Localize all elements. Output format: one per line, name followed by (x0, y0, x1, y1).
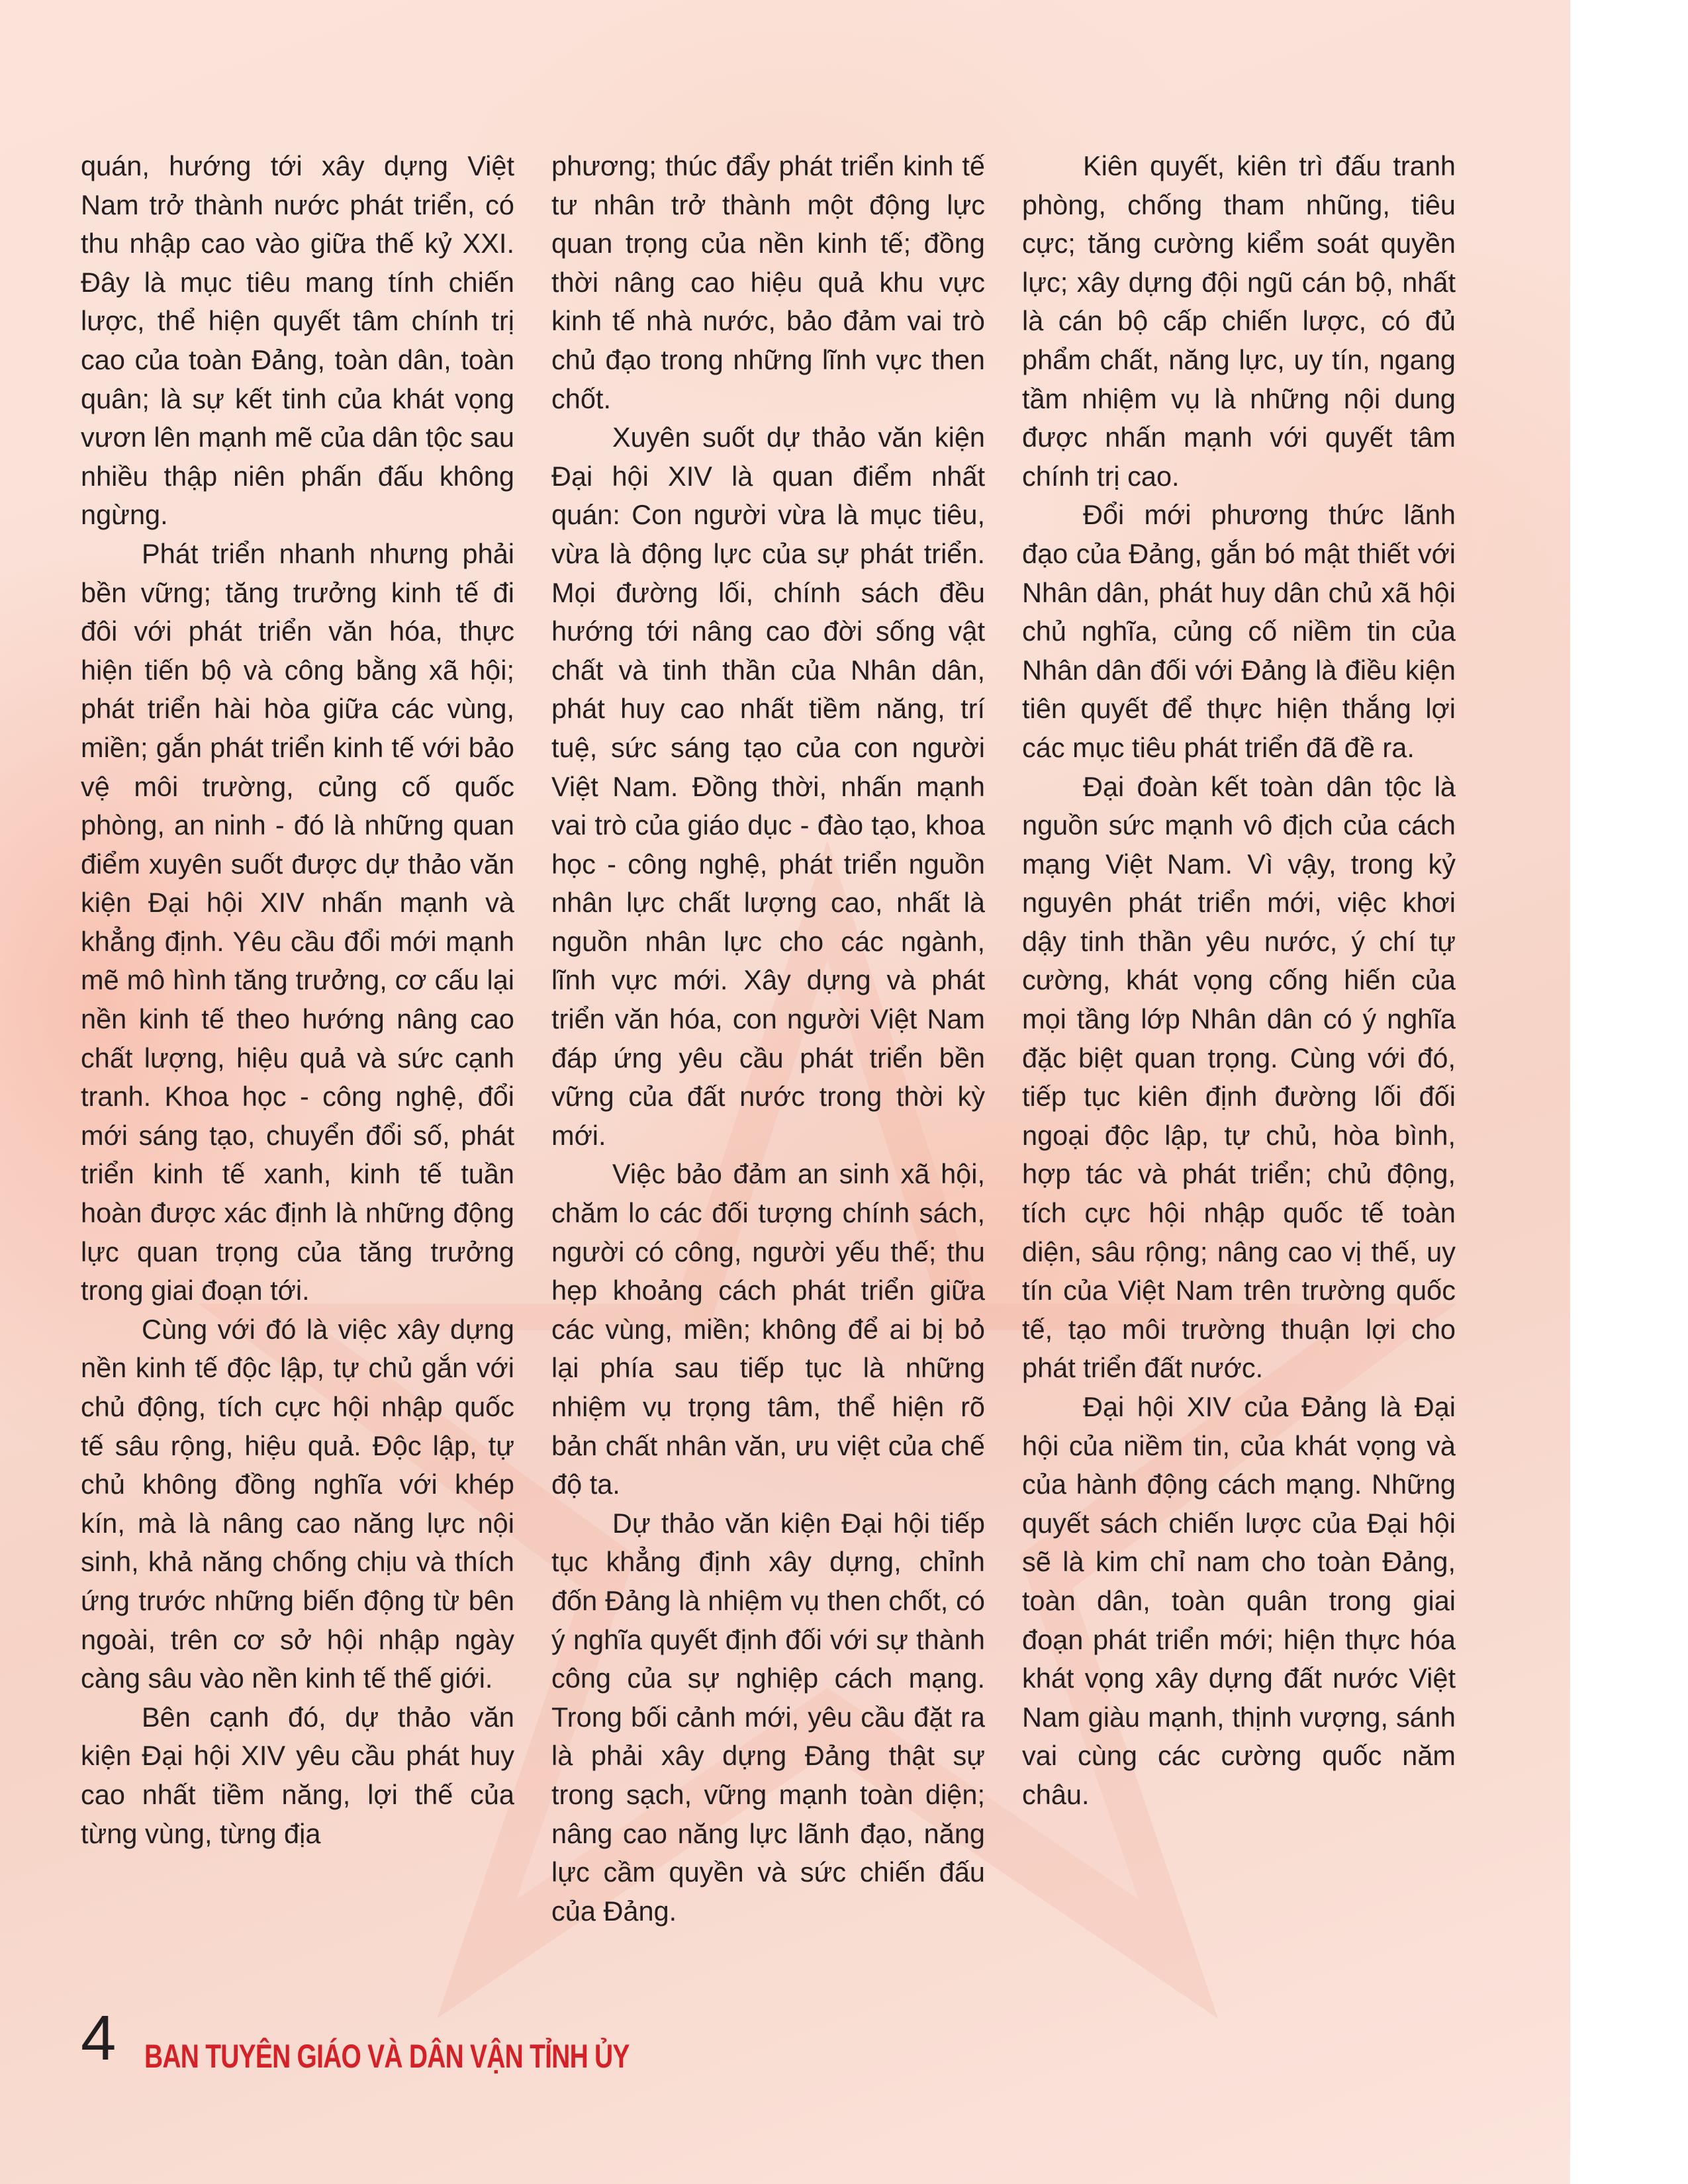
paragraph: Đại đoàn kết toàn dân tộc là nguồn sức mạnh vô địch của cách mạng Việt Nam. Vì vậy, trong kỷ nguyên phát triển mới, việc khơi dậy tinh thần yêu nước, ý chí tự cường, khát vọng cống hiến của mọi tầng lớp Nhân dân có ý nghĩa đặc biệt quan trọng. Cùng với đó, tiếp tục kiên định đường lối đối ngoại độc lập, tự chủ, hòa bình, hợp tác và phát triển; chủ động, tích cực hội nhập quốc tế toàn diện, sâu rộng; nâng cao vị thế, uy tín của Việt Nam trên trường quốc tế, tạo môi trường thuận lợi cho phát triển đất nước. (1022, 770, 1456, 1384)
paragraph: Bên cạnh đó, dự thảo văn kiện Đại hội XIV yêu cầu phát huy cao nhất tiềm năng, lợi thế của từng vùng, từng địa (81, 1701, 514, 1849)
paragraph: quán, hướng tới xây dựng Việt Nam trở thành nước phát triển, có thu nhập cao vào giữa thế kỷ XXI. Đây là mục tiêu mang tính chiến lược, thể hiện quyết tâm chính trị cao của toàn Đảng, toàn dân, toàn quân; là sự kết tinh của khát vọng vươn lên mạnh mẽ của dân tộc sau nhiều thập niên phấn đấu không ngừng. (81, 150, 514, 531)
text-column-3 (1022, 147, 1456, 1815)
paragraph: Dự thảo văn kiện Đại hội tiếp tục khẳng định xây dựng, chỉnh đốn Đảng là nhiệm vụ then chốt, có ý nghĩa quyết định đối với sự thành công của sự nghiệp cách mạng. Trong bối cảnh mới, yêu cầu đặt ra là phải xây dựng Đảng thật sự trong sạch, vững mạnh toàn diện; nâng cao năng lực lãnh đạo, năng lực cầm quyền và sức chiến đấu của Đảng. (551, 1507, 985, 1927)
paragraph: Kiên quyết, kiên trì đấu tranh phòng, chống tham nhũng, tiêu cực; tăng cường kiểm soát quyền lực; xây dựng đội ngũ cán bộ, nhất là cán bộ cấp chiến lược, có đủ phẩm chất, năng lực, uy tín, ngang tầm nhiệm vụ là những nội dung được nhấn mạnh với quyết tâm chính trị cao. (1022, 150, 1456, 492)
paragraph: phương; thúc đẩy phát triển kinh tế tư nhân trở thành một động lực quan trọng của nền kinh tế; đồng thời nâng cao hiệu quả khu vực kinh tế nhà nước, bảo đảm vai trò chủ đạo trong những lĩnh vực then chốt. (551, 150, 985, 414)
publisher-name: BAN TUYÊN GIÁO VÀ DÂN VẬN TỈNH ỦY (144, 2038, 630, 2075)
paragraph: Phát triển nhanh nhưng phải bền vững; tăng trưởng kinh tế đi đôi với phát triển văn hóa, thực hiện tiến bộ và công bằng xã hội; phát triển hài hòa giữa các vùng, miền; gắn phát triển kinh tế với bảo vệ môi trường, củng cố quốc phòng, an ninh - đó là những quan điểm xuyên suốt được dự thảo văn kiện Đại hội XIV nhấn mạnh và khẳng định. Yêu cầu đổi mới mạnh mẽ mô hình tăng trưởng, cơ cấu lại nền kinh tế theo hướng nâng cao chất lượng, hiệu quả và sức cạnh tranh. Khoa học - công nghệ, đổi mới sáng tạo, chuyển đổi số, phát triển kinh tế xanh, kinh tế tuần hoàn được xác định là những động lực quan trọng của tăng trưởng trong giai đoạn tới. (81, 537, 514, 1306)
paragraph: Việc bảo đảm an sinh xã hội, chăm lo các đối tượng chính sách, người có công, người yếu thế; thu hẹp khoảng cách phát triển giữa các vùng, miền; không để ai bị bỏ lại phía sau tiếp tục là những nhiệm vụ trọng tâm, thể hiện rõ bản chất nhân văn, ưu việt của chế độ ta. (551, 1158, 985, 1500)
text-column-2 (551, 147, 985, 1931)
paragraph: Cùng với đó là việc xây dựng nền kinh tế độc lập, tự chủ gắn với chủ động, tích cực hội nhập quốc tế sâu rộng, hiệu quả. Độc lập, tự chủ không đồng nghĩa với khép kín, mà là nâng cao năng lực nội sinh, khả năng chống chịu và thích ứng trước những biến động từ bên ngoài, trên cơ sở hội nhập ngày càng sâu vào nền kinh tế thế giới. (81, 1313, 514, 1694)
text-column-1 (81, 147, 514, 1853)
page-number: 4 (81, 2003, 117, 2073)
paragraph: Xuyên suốt dự thảo văn kiện Đại hội XIV là quan điểm nhất quán: Con người vừa là mục tiêu, vừa là động lực của sự phát triển. Mọi đường lối, chính sách đều hướng tới nâng cao đời sống vật chất và tinh thần của Nhân dân, phát huy cao nhất tiềm năng, trí tuệ, sức sáng tạo của con người Việt Nam. Đồng thời, nhấn mạnh vai trò của giáo dục - đào tạo, khoa học - công nghệ, phát triển nguồn nhân lực chất lượng cao, nhất là nguồn nhân lực cho các ngành, lĩnh vực mới. Xây dựng và phát triển văn hóa, con người Việt Nam đáp ứng yêu cầu phát triển bền vững của đất nước trong thời kỳ mới. (551, 422, 985, 1151)
paragraph: Đổi mới phương thức lãnh đạo của Đảng, gắn bó mật thiết với Nhân dân, phát huy dân chủ xã hội chủ nghĩa, củng cố niềm tin của Nhân dân đối với Đảng là điều kiện tiên quyết để thực hiện thắng lợi các mục tiêu phát triển đã đề ra. (1022, 499, 1456, 763)
paragraph: Đại hội XIV của Đảng là Đại hội của niềm tin, của khát vọng và của hành động cách mạng. Những quyết sách chiến lược của Đại hội sẽ là kim chỉ nam cho toàn Đảng, toàn dân, toàn quân trong giai đoạn phát triển mới; hiện thực hóa khát vọng xây dựng đất nước Việt Nam giàu mạnh, thịnh vượng, sánh vai cùng các cường quốc năm châu. (1022, 1391, 1456, 1810)
